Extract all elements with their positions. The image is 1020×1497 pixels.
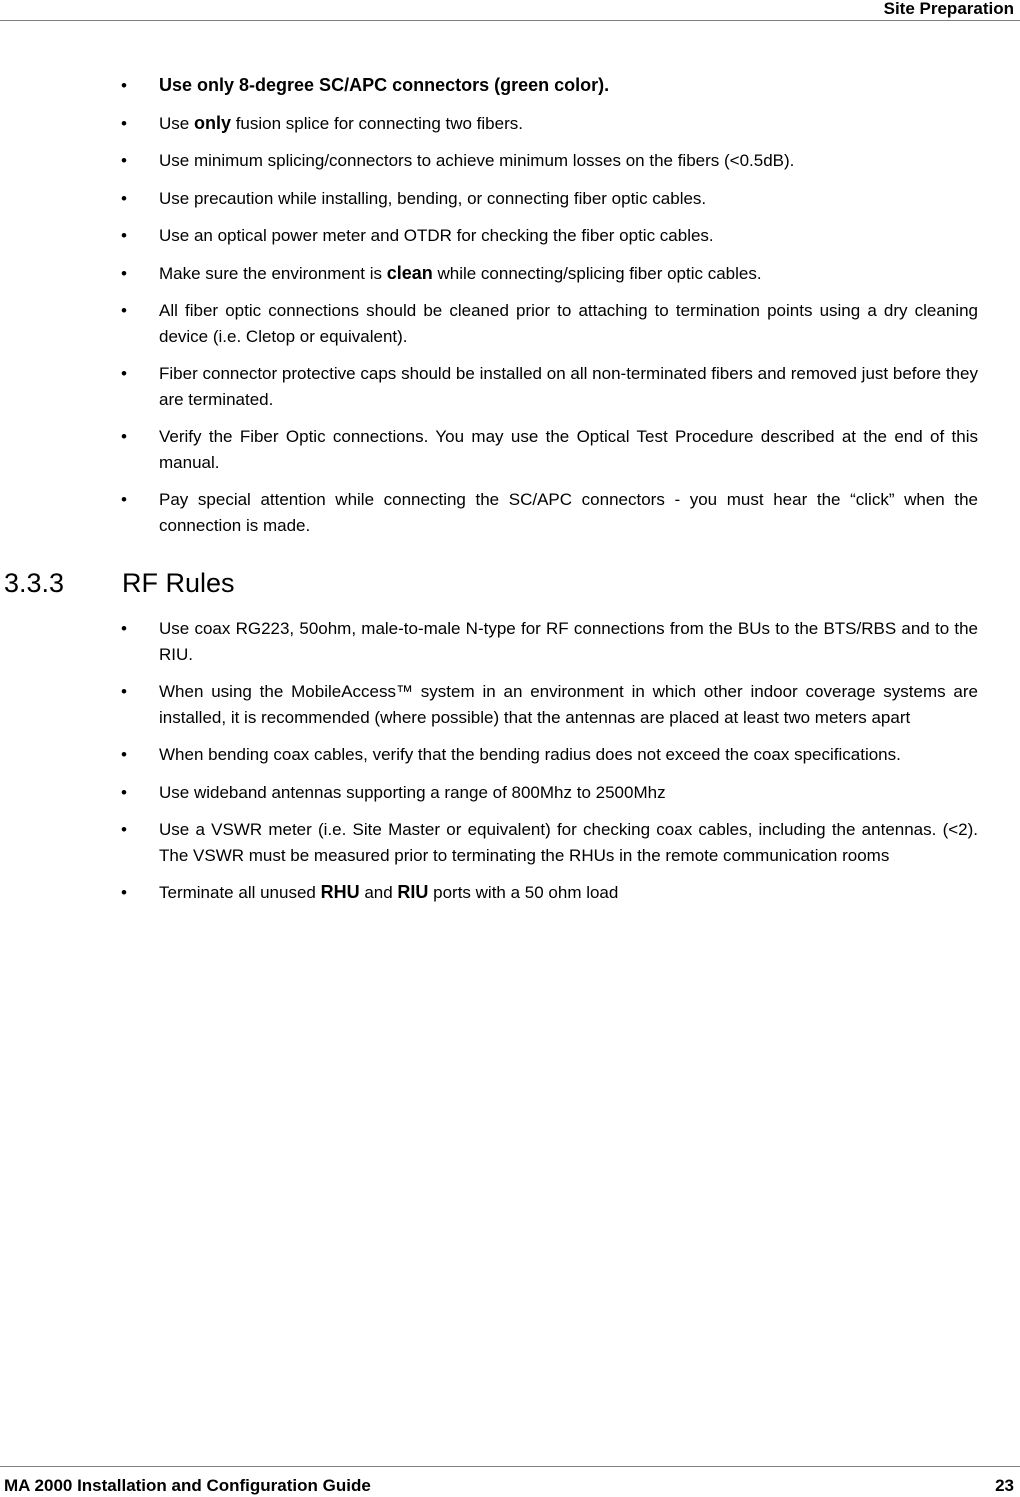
bullet-icon: • xyxy=(121,263,127,283)
list-item xyxy=(0,148,1020,174)
footer-divider xyxy=(0,1466,1020,1467)
bullet-icon: • xyxy=(121,745,127,764)
list-item xyxy=(0,880,1020,906)
list-item xyxy=(0,487,1020,538)
bullet-icon: • xyxy=(121,490,127,509)
bullet-icon: • xyxy=(121,820,127,839)
bullet-icon: • xyxy=(121,682,127,701)
list-item-text: Terminate all unused xyxy=(159,883,321,902)
bullet-icon: • xyxy=(121,301,127,320)
list-item-text-bold: Use only 8-degree SC/APC connectors (green color). xyxy=(159,75,610,95)
fiber-rules-list xyxy=(0,73,1020,550)
bullet-icon: • xyxy=(121,364,127,383)
list-item-text: ports with a 50 ohm load xyxy=(428,883,619,902)
list-item-text: Make sure the environment is xyxy=(159,263,387,283)
page-number: 23 xyxy=(995,1476,1014,1495)
list-item-text-bold: only xyxy=(193,112,231,133)
list-item xyxy=(0,361,1020,412)
list-item xyxy=(0,679,1020,730)
list-item-text: Use xyxy=(159,113,194,133)
list-item xyxy=(0,73,1020,99)
list-item-text: Use minimum splicing/connectors to achieve minimum losses on the fibers (<0.5dB). xyxy=(159,151,795,170)
header-divider xyxy=(0,20,1020,21)
list-item-text: All fiber optic connections should be cleaned prior to attaching to termination points using a dry cleaning device (i.e. Cletop or equivalent). xyxy=(159,301,978,346)
list-item-text: When bending coax cables, verify that the bending radius does not exceed the coax specifications. xyxy=(159,745,901,764)
list-item-text: while connecting/splicing fiber optic cables. xyxy=(432,263,762,283)
list-item xyxy=(0,223,1020,249)
section-number: 3.3.3 xyxy=(4,568,65,598)
list-item-text: Verify the Fiber Optic connections. You may use the Optical Test Procedure described at the end of this manual. xyxy=(159,427,978,472)
bullet-icon: • xyxy=(121,226,127,245)
rf-rules-list xyxy=(0,616,1020,918)
bullet-icon: • xyxy=(121,427,127,446)
list-item xyxy=(0,817,1020,868)
bullet-icon: • xyxy=(121,883,127,902)
section-title: RF Rules xyxy=(122,568,235,598)
list-item-text-bold: RHU xyxy=(320,882,360,902)
section-heading-rf-rules xyxy=(4,566,235,600)
list-item-text: Use a VSWR meter (i.e. Site Master or equivalent) for checking coax cables, including the antennas. (<2). The VSWR must be measured prior to terminating the RHUs in the remote communication rooms xyxy=(159,820,978,865)
bullet-icon: • xyxy=(121,113,127,133)
list-item xyxy=(0,742,1020,768)
list-item-text: Pay special attention while connecting the SC/APC connectors - you must hear the “click” when the connection is made. xyxy=(159,490,978,535)
list-item xyxy=(0,424,1020,475)
list-item xyxy=(0,111,1020,137)
bullet-icon: • xyxy=(121,619,127,638)
list-item-text: Use coax RG223, 50ohm, male-to-male N-type for RF connections from the BUs to the BTS/RBS and to the RIU. xyxy=(159,619,978,664)
list-item-text: Use wideband antennas supporting a range of 800Mhz to 2500Mhz xyxy=(159,782,666,802)
list-item xyxy=(0,186,1020,212)
list-item-text: and xyxy=(359,883,398,902)
list-item xyxy=(0,298,1020,349)
running-header-title: Site Preparation xyxy=(883,0,1014,18)
list-item-text: Use precaution while installing, bending, or connecting fiber optic cables. xyxy=(159,188,707,208)
list-item-text: Fiber connector protective caps should be installed on all non-terminated fibers and removed just before they are terminated. xyxy=(159,364,978,409)
list-item-text: Use an optical power meter and OTDR for checking the fiber optic cables. xyxy=(159,226,714,245)
running-footer-title: MA 2000 Installation and Configuration Guide xyxy=(4,1476,371,1495)
list-item-text-bold: RIU xyxy=(397,882,429,902)
bullet-icon: • xyxy=(121,782,127,802)
list-item xyxy=(0,780,1020,806)
bullet-icon: • xyxy=(121,76,127,95)
bullet-icon: • xyxy=(121,188,127,208)
list-item xyxy=(0,616,1020,667)
bullet-icon: • xyxy=(121,151,127,170)
list-item-text-bold: clean xyxy=(386,262,433,283)
list-item-text: fusion splice for connecting two fibers. xyxy=(230,113,523,133)
list-item-text: When using the MobileAccess™ system in an environment in which other indoor coverage systems are installed, it is recommended (where possible) that the antennas are placed at least two meters apart xyxy=(159,682,978,727)
list-item xyxy=(0,261,1020,287)
